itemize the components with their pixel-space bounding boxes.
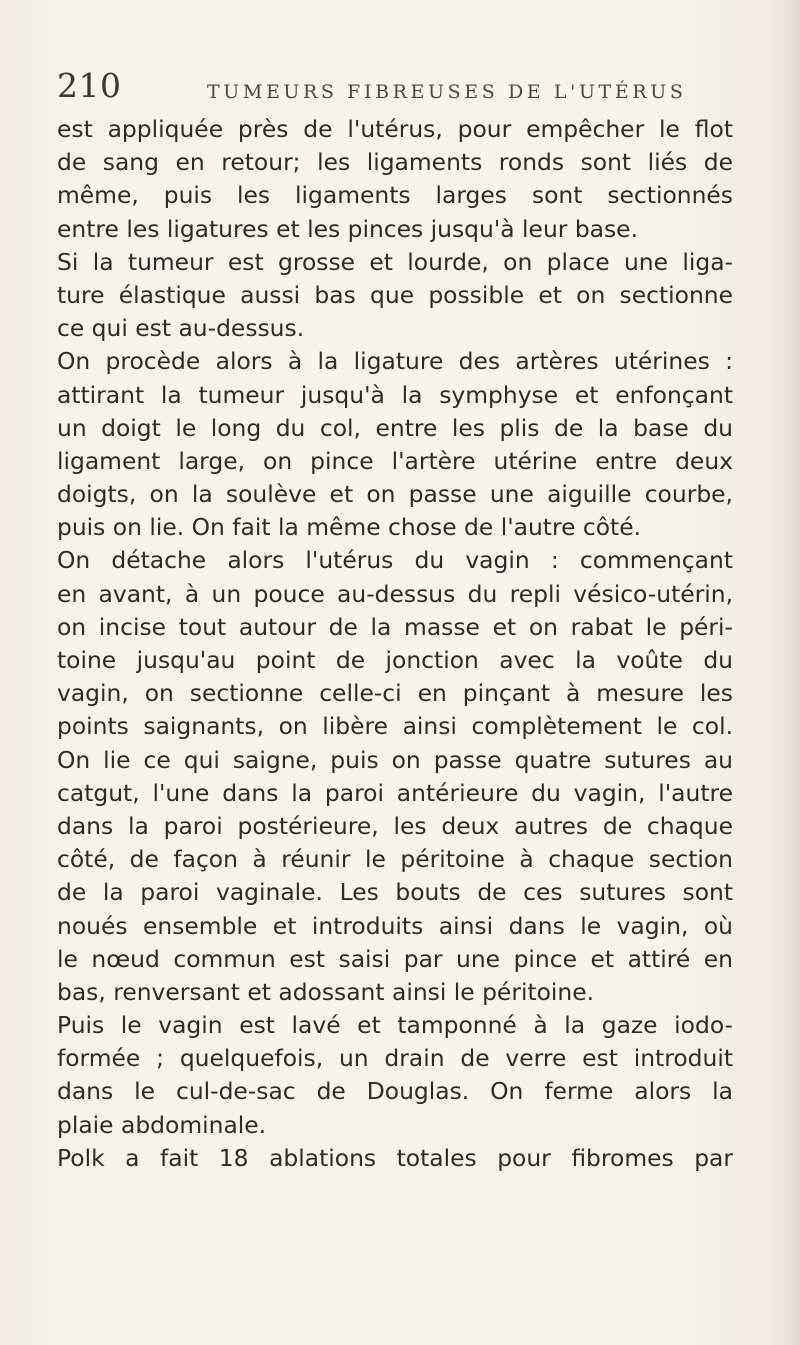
text-line: bas, renversant et adossant ainsi le péritoine. bbox=[57, 977, 595, 1006]
text-line: côté, de façon à réunir le péritoine à chaque section bbox=[57, 845, 733, 874]
text-line: est appliquée près de l'utérus, pour empêcher le flot bbox=[57, 115, 733, 143]
text-line: On procède alors à la ligature des artères utérines : bbox=[57, 347, 733, 376]
body-text bbox=[57, 113, 733, 1175]
text-line: en avant, à un pouce au-dessus du repli vésico-utérin, bbox=[57, 579, 733, 608]
text-line: de sang en retour; les ligaments ronds sont liés de bbox=[57, 148, 733, 177]
text-line: formée ; quelquefois, un drain de verre est introduit bbox=[57, 1044, 733, 1073]
text-line: entre les ligatures et les pinces jusqu'à leur base. bbox=[57, 214, 639, 243]
text-line: ture élastique aussi bas que possible et on sectionne bbox=[57, 280, 733, 309]
text-line: dans le cul-de-sac de Douglas. On ferme alors la bbox=[57, 1077, 733, 1106]
text-line: dans la paroi postérieure, les deux autres de chaque bbox=[57, 811, 733, 840]
text-line: ligament large, on pince l'artère utérine entre deux bbox=[57, 446, 733, 475]
text-line: de la paroi vaginale. Les bouts de ces sutures sont bbox=[57, 878, 733, 907]
text-line: un doigt le long du col, entre les plis de la base du bbox=[57, 413, 733, 442]
running-head bbox=[57, 66, 737, 110]
text-line: toine jusqu'au point de jonction avec la voûte du bbox=[57, 646, 733, 674]
text-line: ce qui est au-dessus. bbox=[57, 314, 305, 343]
text-line: Polk a fait 18 ablations totales pour fibromes par bbox=[57, 1143, 733, 1172]
text-line: vagin, on sectionne celle-ci en pinçant à mesure les bbox=[57, 679, 733, 708]
text-line: points saignants, on libère ainsi complètement le col. bbox=[57, 712, 733, 741]
page-edge-shadow bbox=[786, 0, 800, 1345]
text-line: On lie ce qui saigne, puis on passe quatre sutures au bbox=[57, 745, 733, 774]
text-line: Puis le vagin est lavé et tamponné à la gaze iodo- bbox=[57, 1011, 733, 1040]
text-line: le nœud commun est saisi par une pince et attiré en bbox=[57, 944, 733, 973]
page-number: 210 bbox=[57, 66, 122, 105]
text-line: puis on lie. On fait la même chose de l'autre côté. bbox=[57, 513, 642, 542]
text-line: plaie abdominale. bbox=[57, 1110, 267, 1139]
text-line: catgut, l'une dans la paroi antérieure du vagin, l'autre bbox=[57, 778, 733, 807]
text-line: Si la tumeur est grosse et lourde, on place une liga- bbox=[57, 247, 733, 276]
text-line: même, puis les ligaments larges sont sectionnés bbox=[57, 181, 733, 210]
text-line: attirant la tumeur jusqu'à la symphyse et enfonçant bbox=[57, 380, 733, 409]
text-line: doigts, on la soulève et on passe une aiguille courbe, bbox=[57, 480, 733, 509]
running-title: TUMEURS FIBREUSES DE L'UTÉRUS bbox=[207, 81, 687, 103]
text-line: on incise tout autour de la masse et on rabat le péri- bbox=[57, 612, 733, 641]
text-line: On détache alors l'utérus du vagin : commençant bbox=[57, 546, 733, 575]
text-line: noués ensemble et introduits ainsi dans le vagin, où bbox=[57, 911, 733, 940]
